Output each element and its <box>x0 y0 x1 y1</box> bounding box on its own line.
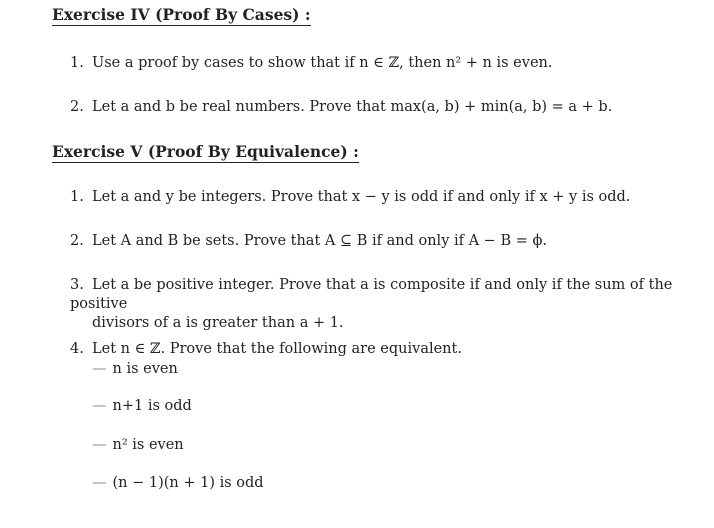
sub-item-n-plus-1-odd <box>92 397 192 416</box>
item-text: Let n ∈ ℤ. Prove that the following are equivalent. <box>92 341 462 357</box>
item-number: 2. <box>70 99 84 115</box>
sub-item-n-squared-even <box>92 436 184 455</box>
sub-item-text: (n − 1)(n + 1) is odd <box>112 475 264 491</box>
ex5-item-4 <box>70 340 462 359</box>
ex5-item-2 <box>70 232 547 251</box>
item-number: 1. <box>70 55 84 71</box>
dash-bullet: — <box>92 398 107 414</box>
item-number: 4. <box>70 341 84 357</box>
item-number: 3. <box>70 277 84 293</box>
dash-bullet: — <box>92 361 107 377</box>
dash-bullet: — <box>92 475 107 491</box>
ex4-item-2 <box>70 98 612 117</box>
exercise-v-heading: Exercise V (Proof By Equivalence) : <box>52 142 359 161</box>
item-text-line2: divisors of a is greater than a + 1. <box>92 315 344 331</box>
item-text: Let a and y be integers. Prove that x − y is odd if and only if x + y is odd. <box>92 189 631 205</box>
ex4-item-1 <box>70 54 552 73</box>
sub-item-product-odd <box>92 474 264 493</box>
sub-item-text: n² is even <box>112 437 184 453</box>
item-number: 1. <box>70 189 84 205</box>
item-text: Use a proof by cases to show that if n ∈ ℤ, then n² + n is even. <box>92 55 553 71</box>
ex5-item-3 <box>70 276 695 333</box>
sub-item-n-even <box>92 360 178 379</box>
item-text-line1: Let a be positive integer. Prove that a is composite if and only if the sum of the positive <box>70 277 673 312</box>
exercise-iv-heading: Exercise IV (Proof By Cases) : <box>52 5 311 24</box>
sub-item-text: n+1 is odd <box>112 398 192 414</box>
item-number: 2. <box>70 233 84 249</box>
item-text: Let A and B be sets. Prove that A ⊆ B if and only if A − B = ϕ. <box>92 233 547 249</box>
ex5-item-1 <box>70 188 630 207</box>
item-text: Let a and b be real numbers. Prove that max(a, b) + min(a, b) = a + b. <box>92 99 613 115</box>
dash-bullet: — <box>92 437 107 453</box>
sub-item-text: n is even <box>112 361 178 377</box>
